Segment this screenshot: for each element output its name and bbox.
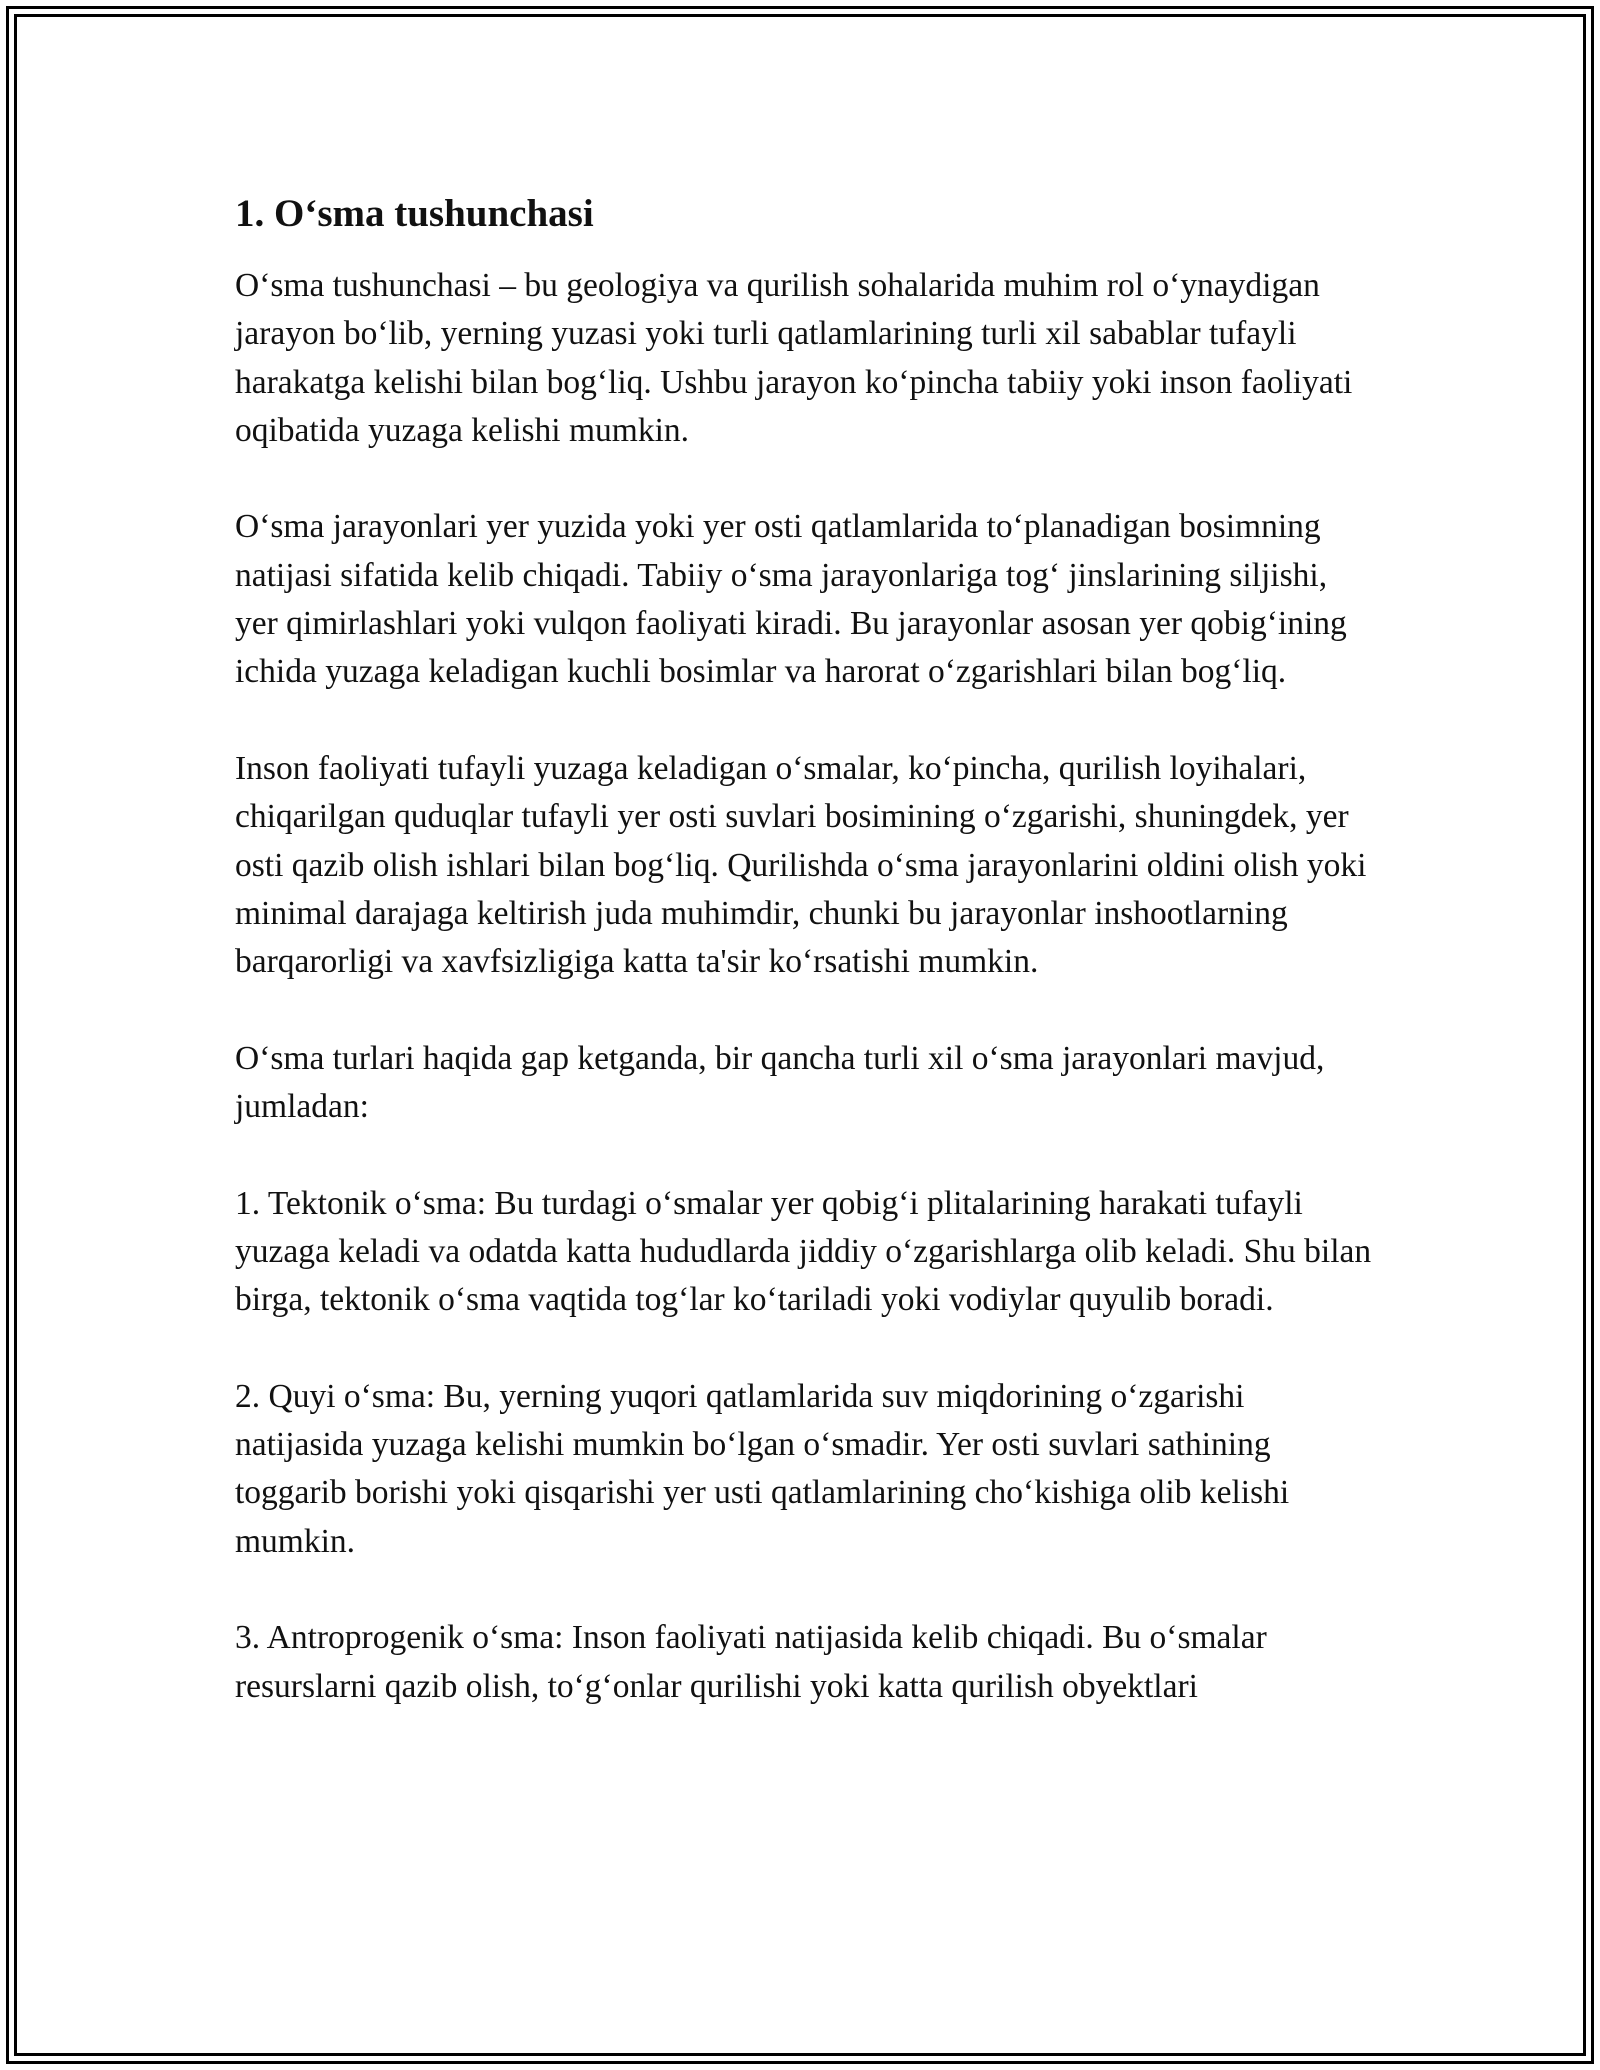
document-body: [235, 186, 1375, 1759]
paragraph-definition: O‘sma tushunchasi – bu geologiya va qurilish sohalarida muhim rol o‘ynaydigan jarayon bo‘lib, yerning yuzasi yoki turli qatlamlarining turli xil sabablar tufayli harakatga kelishi bilan bog‘liq. Ushbu jarayon ko‘pincha tabiiy yoki inson faoliyati oqibatida yuzaga kelishi mumkin.: [235, 267, 1353, 449]
list-item-anthropogenic: 3. Antroprogenik o‘sma: Inson faoliyati natijasida kelib chiqadi. Bu o‘smalar resurslarni qazib olish, to‘g‘onlar qurilishi yoki katta qurilish obyektlari: [235, 1619, 1267, 1705]
paragraph-natural-processes: O‘sma jarayonlari yer yuzida yoki yer osti qatlamlarida to‘planadigan bosimning natijasi sifatida kelib chiqadi. Tabiiy o‘sma jarayonlariga tog‘ jinslarining siljishi, yer qimirlashlari yoki vulqon faoliyati kiradi. Bu jarayonlar asosan yer qobig‘ining ichida yuzaga keladigan kuchli bosimlar va harorat o‘zgarishlari bilan bog‘liq.: [235, 508, 1347, 691]
section-heading: 1. O‘sma tushunchasi: [235, 192, 594, 235]
list-item-lower: 2. Quyi o‘sma: Bu, yerning yuqori qatlamlarida suv miqdorining o‘zgarishi natijasida yuzaga kelishi mumkin bo‘lgan o‘smadir. Yer osti suvlari sathining toggarib borishi yoki qisqarishi yer usti qatlamlarining cho‘kishiga olib kelishi mumkin.: [235, 1377, 1290, 1560]
paragraph-types-intro: O‘sma turlari haqida gap ketganda, bir qancha turli xil o‘sma jarayonlari mavjud, jumladan:: [235, 1039, 1325, 1126]
list-item-tectonic: 1. Tektonik o‘sma: Bu turdagi o‘smalar yer qobig‘i plitalarining harakati tufayli yuzaga keladi va odatda katta hududlarda jiddiy o‘zgarishlarga olib keladi. Shu bilan birga, tektonik o‘sma vaqtida tog‘lar ko‘tariladi yoki vodiylar quyulib boradi.: [235, 1184, 1372, 1319]
paragraph-human-activity: Inson faoliyati tufayli yuzaga keladigan o‘smalar, ko‘pincha, qurilish loyihalari, chiqarilgan quduqlar tufayli yer osti suvlari bosimining o‘zgarishi, shuningdek, yer osti qazib olish ishlari bilan bog‘liq. Qurilishda o‘sma jarayonlarini oldini olish yoki minimal darajaga keltirish juda muhimdir, chunki bu jarayonlar inshootlarning barqarorligi va xavfsizligiga katta ta'sir ko‘rsatishi mumkin.: [235, 749, 1367, 981]
